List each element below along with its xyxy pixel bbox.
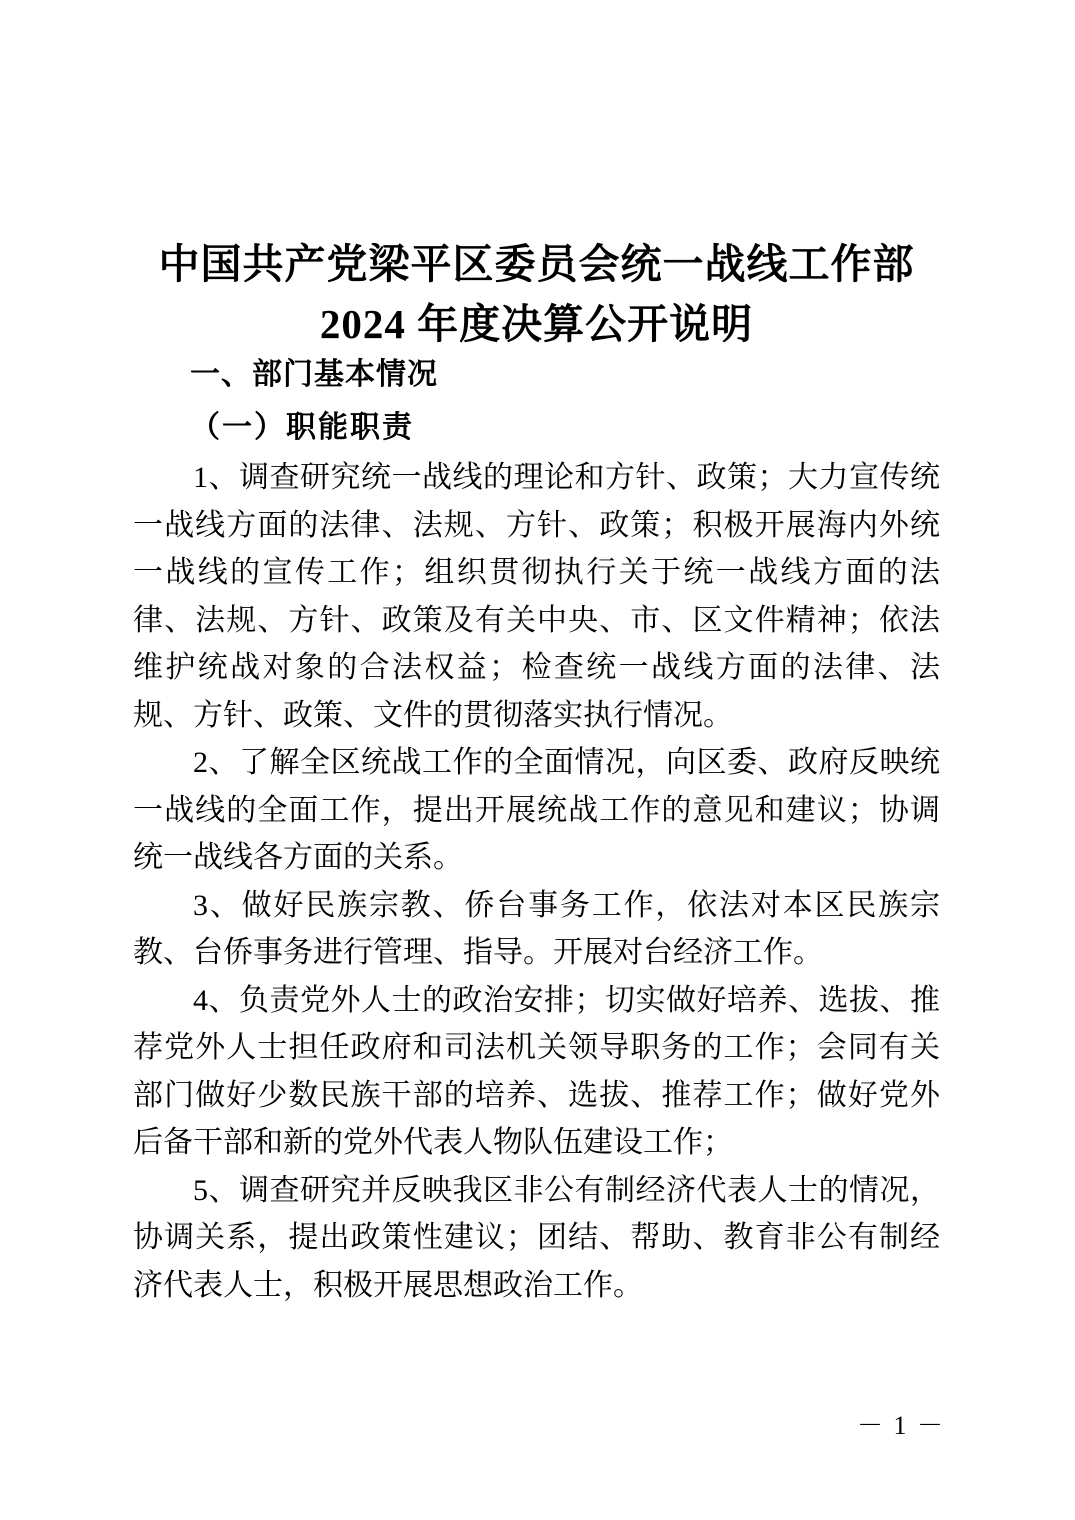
paragraph-duty-5: 5、调查研究并反映我区非公有制经济代表人士的情况，协调关系，提出政策性建议；团结、帮助、教育非公有制经济代表人士，积极开展思想政治工作。 bbox=[133, 1173, 940, 1302]
document-title-line-2: 2024 年度决算公开说明 bbox=[319, 301, 754, 347]
paragraph-duty-1: 1、调查研究统一战线的理论和方针、政策；大力宣传统一战线方面的法律、法规、方针、政策；积极开展海内外统一战线的宣传工作；组织贯彻执行关于统一战线方面的法律、法规、方针、政策及有关中央、市、区文件精神；依法维护统战对象的合法权益；检查统一战线方面的法律、法规、方针、政策、文件的贯彻落实执行情况。 bbox=[133, 461, 940, 732]
page-number: － 1 － bbox=[856, 1411, 945, 1440]
paragraph-duty-4: 4、负责党外人士的政治安排；切实做好培养、选拔、推荐党外人士担任政府和司法机关领导职务的工作；会同有关部门做好少数民族干部的培养、选拔、推荐工作；做好党外后备干部和新的党外代表人物队伍建设工作； bbox=[133, 983, 940, 1159]
document-body bbox=[133, 454, 940, 1309]
document-title-line-1: 中国共产党梁平区委员会统一战线工作部 bbox=[158, 241, 915, 287]
subsection-heading-functions-duties: （一）职能职责 bbox=[190, 411, 414, 444]
section-heading-basic-information: 一、部门基本情况 bbox=[190, 358, 438, 391]
paragraph-duty-3: 3、做好民族宗教、侨台事务工作，依法对本区民族宗教、台侨事务进行管理、指导。开展对台经济工作。 bbox=[133, 888, 940, 969]
paragraph-duty-2: 2、了解全区统战工作的全面情况，向区委、政府反映统一战线的全面工作，提出开展统战工作的意见和建议；协调统一战线各方面的关系。 bbox=[133, 746, 940, 874]
document-title bbox=[133, 234, 940, 354]
